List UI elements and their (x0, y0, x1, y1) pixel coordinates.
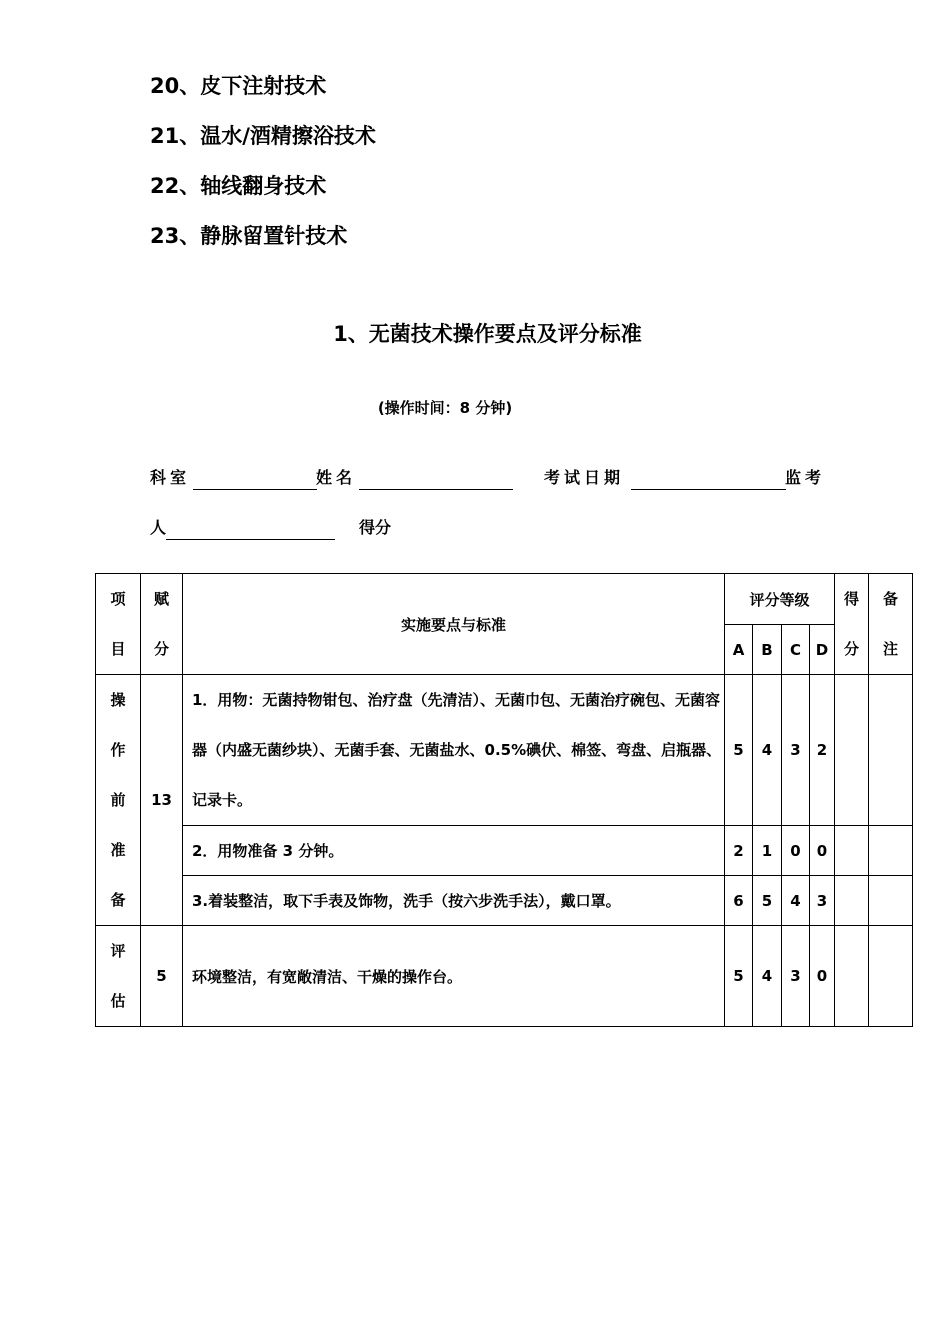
header-grade-d: D (810, 625, 835, 675)
supervisor-label-cont: 人 (150, 518, 171, 537)
grade-d: 0 (810, 826, 835, 876)
criteria-text: 2．用物准备 3 分钟。 (183, 826, 725, 876)
grade-c: 3 (782, 926, 810, 1027)
header-remark-char-1: 备 (883, 590, 899, 608)
grade-b: 5 (753, 876, 782, 926)
score-cell[interactable] (835, 826, 869, 876)
section-item-prep-char-1: 操 (110, 691, 126, 709)
operation-time: (操作时间：8 分钟) (377, 399, 513, 417)
header-remark (869, 574, 913, 675)
score-cell[interactable] (835, 675, 869, 826)
grade-b: 4 (753, 675, 782, 826)
toc-item-22: 22、轴线翻身技术 (150, 174, 327, 198)
header-score (835, 574, 869, 675)
table-row (96, 926, 913, 1027)
grade-d: 3 (810, 876, 835, 926)
header-score-char-2: 分 (844, 640, 860, 658)
header-grade-a: A (725, 625, 753, 675)
section-item-assess-char-2: 估 (110, 992, 126, 1010)
toc-item-23: 23、静脉留置针技术 (150, 224, 348, 248)
grade-b: 1 (753, 826, 782, 876)
dept-field[interactable] (193, 489, 317, 490)
header-points-char-2: 分 (153, 640, 169, 658)
criteria-text: 3.着装整洁，取下手表及饰物，洗手（按六步洗手法），戴口罩。 (183, 876, 725, 926)
header-item (96, 574, 141, 675)
grade-c: 3 (782, 675, 810, 826)
remark-cell[interactable] (869, 876, 913, 926)
grade-a: 5 (725, 675, 753, 826)
table-row (96, 826, 913, 876)
header-score-char-1: 得 (844, 590, 860, 608)
supervisor-field[interactable] (166, 539, 335, 540)
grade-d: 2 (810, 675, 835, 826)
criteria-text: 环境整洁，有宽敞清洁、干燥的操作台。 (183, 926, 725, 1027)
grade-a: 2 (725, 826, 753, 876)
criteria-text: 1．用物：无菌持物钳包、治疗盘（先清洁）、无菌巾包、无菌治疗碗包、无菌容器（内盛无菌纱块）、无菌手套、无菌盐水、0.5%碘伏、棉签、弯盘、启瓶器、记录卡。 (183, 675, 725, 826)
name-field[interactable] (359, 489, 513, 490)
score-cell[interactable] (835, 876, 869, 926)
table-row (96, 876, 913, 926)
remark-cell[interactable] (869, 675, 913, 826)
exam-date-field[interactable] (631, 489, 786, 490)
grade-d: 0 (810, 926, 835, 1027)
toc-item-20: 20、皮下注射技术 (150, 74, 327, 98)
remark-cell[interactable] (869, 826, 913, 876)
header-points (141, 574, 183, 675)
section-points-prep: 13 (141, 675, 183, 926)
score-cell[interactable] (835, 926, 869, 1027)
section-item-prep-char-3: 前 (110, 791, 126, 809)
grade-c: 0 (782, 826, 810, 876)
remark-cell[interactable] (869, 926, 913, 1027)
section-item-assess (96, 926, 141, 1027)
page-title: 1、无菌技术操作要点及评分标准 (333, 322, 642, 346)
section-points-assess: 5 (141, 926, 183, 1027)
section-item-prep-char-5: 备 (110, 891, 126, 909)
section-item-assess-char-1: 评 (110, 942, 126, 960)
header-grade: 评分等级 (725, 574, 835, 625)
name-label: 姓名 (316, 468, 357, 487)
supervisor-label: 监考 (785, 468, 826, 487)
grade-c: 4 (782, 876, 810, 926)
toc-item-21: 21、温水/酒精擦浴技术 (150, 124, 376, 148)
grade-a: 5 (725, 926, 753, 1027)
header-item-char-1: 项 (110, 590, 126, 608)
grade-b: 4 (753, 926, 782, 1027)
section-item-prep-char-2: 作 (110, 741, 126, 759)
header-row (96, 574, 913, 625)
header-grade-b: B (753, 625, 782, 675)
header-remark-char-2: 注 (883, 640, 899, 658)
grade-a: 6 (725, 876, 753, 926)
header-grade-c: C (782, 625, 810, 675)
header-criteria: 实施要点与标准 (183, 574, 725, 675)
table-row (96, 675, 913, 826)
header-points-char-1: 赋 (153, 590, 169, 608)
scoring-table (95, 573, 913, 1027)
section-item-prep-char-4: 准 (110, 841, 126, 859)
exam-date-label: 考试日期 (544, 468, 625, 487)
dept-label: 科室 (150, 468, 191, 487)
header-item-char-2: 目 (110, 640, 126, 658)
score-label: 得分 (359, 518, 392, 537)
section-item-prep (96, 675, 141, 926)
